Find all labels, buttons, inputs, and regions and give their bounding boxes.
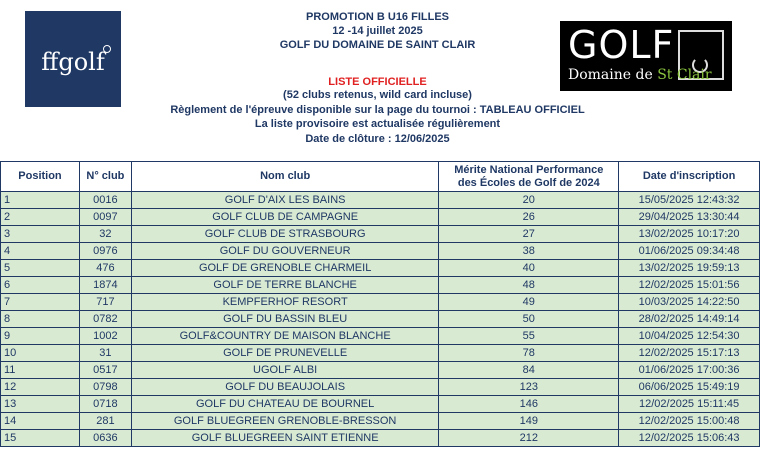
table-row bbox=[1, 243, 760, 260]
table-header-row bbox=[1, 162, 760, 192]
cell-club-no: 476 bbox=[79, 260, 131, 277]
col-date: Date d'inscription bbox=[619, 162, 760, 192]
cell-club-no: 31 bbox=[79, 345, 131, 362]
cell-date: 10/03/2025 14:22:50 bbox=[619, 294, 760, 311]
cell-club-name: GOLF DE TERRE BLANCHE bbox=[131, 277, 439, 294]
cell-club-name: GOLF D'AIX LES BAINS bbox=[131, 192, 439, 209]
cell-club-name: GOLF DE GRENOBLE CHARMEIL bbox=[131, 260, 439, 277]
col-merit bbox=[439, 162, 619, 192]
cell-position: 2 bbox=[1, 209, 80, 226]
table-row bbox=[1, 294, 760, 311]
table-row bbox=[1, 430, 760, 447]
col-position: Position bbox=[1, 162, 80, 192]
clubs-retained-note: (52 clubs retenus, wild card incluse) bbox=[283, 89, 472, 101]
cell-club-name: KEMPFERHOF RESORT bbox=[131, 294, 439, 311]
cell-position: 6 bbox=[1, 277, 80, 294]
ffgolf-logo-text: ffgolf bbox=[41, 48, 105, 76]
cell-club-name: GOLF BLUEGREEN GRENOBLE-BRESSON bbox=[131, 413, 439, 430]
event-title: PROMOTION B U16 FILLES bbox=[305, 11, 449, 23]
table-row bbox=[1, 413, 760, 430]
cell-merit: 146 bbox=[439, 396, 619, 413]
cell-date: 29/04/2025 13:30:44 bbox=[619, 209, 760, 226]
golf-logo-word: GOLF bbox=[568, 23, 675, 67]
cell-merit: 149 bbox=[439, 413, 619, 430]
ffgolf-logo bbox=[25, 11, 121, 107]
cell-position: 7 bbox=[1, 294, 80, 311]
cell-club-name: UGOLF ALBI bbox=[131, 362, 439, 379]
cell-position: 8 bbox=[1, 311, 80, 328]
table-row bbox=[1, 379, 760, 396]
cell-merit: 48 bbox=[439, 277, 619, 294]
table-row bbox=[1, 345, 760, 362]
cell-position: 1 bbox=[1, 192, 80, 209]
col-merit-a: Mérite National Performance bbox=[454, 163, 604, 176]
cell-date: 15/05/2025 12:43:32 bbox=[619, 192, 760, 209]
cell-date: 01/06/2025 09:34:48 bbox=[619, 243, 760, 260]
cell-date: 10/04/2025 12:54:30 bbox=[619, 328, 760, 345]
cell-club-no: 0636 bbox=[79, 430, 131, 447]
cell-merit: 49 bbox=[439, 294, 619, 311]
cell-position: 3 bbox=[1, 226, 80, 243]
table-row bbox=[1, 209, 760, 226]
registered-mark-icon bbox=[103, 45, 111, 53]
cell-merit: 38 bbox=[439, 243, 619, 260]
cell-position: 13 bbox=[1, 396, 80, 413]
cell-merit: 212 bbox=[439, 430, 619, 447]
cell-club-name: GOLF DE PRUNEVELLE bbox=[131, 345, 439, 362]
cell-date: 28/02/2025 14:49:14 bbox=[619, 311, 760, 328]
cell-date: 13/02/2025 19:59:13 bbox=[619, 260, 760, 277]
cell-club-no: 717 bbox=[79, 294, 131, 311]
cell-position: 12 bbox=[1, 379, 80, 396]
cell-merit: 26 bbox=[439, 209, 619, 226]
cell-date: 12/02/2025 15:06:43 bbox=[619, 430, 760, 447]
list-title: LISTE OFFICIELLE bbox=[328, 76, 427, 88]
cell-club-name: GOLF DU GOUVERNEUR bbox=[131, 243, 439, 260]
cell-date: 01/06/2025 17:00:36 bbox=[619, 362, 760, 379]
cell-position: 9 bbox=[1, 328, 80, 345]
cell-club-no: 0782 bbox=[79, 311, 131, 328]
cell-merit: 20 bbox=[439, 192, 619, 209]
cell-club-name: GOLF BLUEGREEN SAINT ETIENNE bbox=[131, 430, 439, 447]
cell-merit: 40 bbox=[439, 260, 619, 277]
regulation-note: Règlement de l'épreuve disponible sur la page du tournoi : TABLEAU OFFICIEL bbox=[170, 104, 585, 116]
col-club-no: N° club bbox=[79, 162, 131, 192]
closing-date: Date de clôture : 12/06/2025 bbox=[305, 133, 450, 145]
cell-merit: 84 bbox=[439, 362, 619, 379]
cell-club-no: 0798 bbox=[79, 379, 131, 396]
table-row bbox=[1, 311, 760, 328]
cell-position: 4 bbox=[1, 243, 80, 260]
cell-club-name: GOLF CLUB DE CAMPAGNE bbox=[131, 209, 439, 226]
cell-date: 12/02/2025 15:00:48 bbox=[619, 413, 760, 430]
cell-position: 5 bbox=[1, 260, 80, 277]
table-row bbox=[1, 396, 760, 413]
table-row bbox=[1, 192, 760, 209]
cell-merit: 123 bbox=[439, 379, 619, 396]
table-row bbox=[1, 260, 760, 277]
cell-merit: 27 bbox=[439, 226, 619, 243]
update-note: La liste provisoire est actualisée régulièrement bbox=[254, 118, 501, 130]
cell-date: 12/02/2025 15:01:56 bbox=[619, 277, 760, 294]
cell-merit: 55 bbox=[439, 328, 619, 345]
cell-club-name: GOLF CLUB DE STRASBOURG bbox=[131, 226, 439, 243]
cell-position: 11 bbox=[1, 362, 80, 379]
cell-club-no: 0718 bbox=[79, 396, 131, 413]
cell-club-no: 32 bbox=[79, 226, 131, 243]
cell-merit: 50 bbox=[439, 311, 619, 328]
table-row bbox=[1, 362, 760, 379]
cell-merit: 78 bbox=[439, 345, 619, 362]
cell-club-name: GOLF&COUNTRY DE MAISON BLANCHE bbox=[131, 328, 439, 345]
table-row bbox=[1, 328, 760, 345]
cell-club-no: 281 bbox=[79, 413, 131, 430]
col-club-name: Nom club bbox=[131, 162, 439, 192]
golf-logo-sub-a: Domaine de bbox=[568, 67, 658, 83]
cell-club-no: 0016 bbox=[79, 192, 131, 209]
col-merit-b: des Écoles de Golf de 2024 bbox=[457, 176, 600, 189]
event-dates: 12 -14 juillet 2025 bbox=[332, 25, 423, 37]
cell-date: 12/02/2025 15:11:45 bbox=[619, 396, 760, 413]
table-row bbox=[1, 277, 760, 294]
cell-position: 14 bbox=[1, 413, 80, 430]
cell-position: 15 bbox=[1, 430, 80, 447]
cell-position: 10 bbox=[1, 345, 80, 362]
cell-club-no: 1002 bbox=[79, 328, 131, 345]
table-row bbox=[1, 226, 760, 243]
cell-club-name: GOLF DU BEAUJOLAIS bbox=[131, 379, 439, 396]
cell-date: 12/02/2025 15:17:13 bbox=[619, 345, 760, 362]
golf-logo-sub-b: St Clair bbox=[657, 67, 712, 83]
cell-club-name: GOLF DU CHATEAU DE BOURNEL bbox=[131, 396, 439, 413]
cell-date: 06/06/2025 15:49:19 bbox=[619, 379, 760, 396]
cell-club-no: 0097 bbox=[79, 209, 131, 226]
cell-club-name: GOLF DU BASSIN BLEU bbox=[131, 311, 439, 328]
cell-club-no: 0976 bbox=[79, 243, 131, 260]
event-venue: GOLF DU DOMAINE DE SAINT CLAIR bbox=[279, 39, 476, 51]
cell-club-no: 0517 bbox=[79, 362, 131, 379]
cell-date: 13/02/2025 10:17:20 bbox=[619, 226, 760, 243]
clubs-table bbox=[0, 161, 760, 447]
cell-club-no: 1874 bbox=[79, 277, 131, 294]
